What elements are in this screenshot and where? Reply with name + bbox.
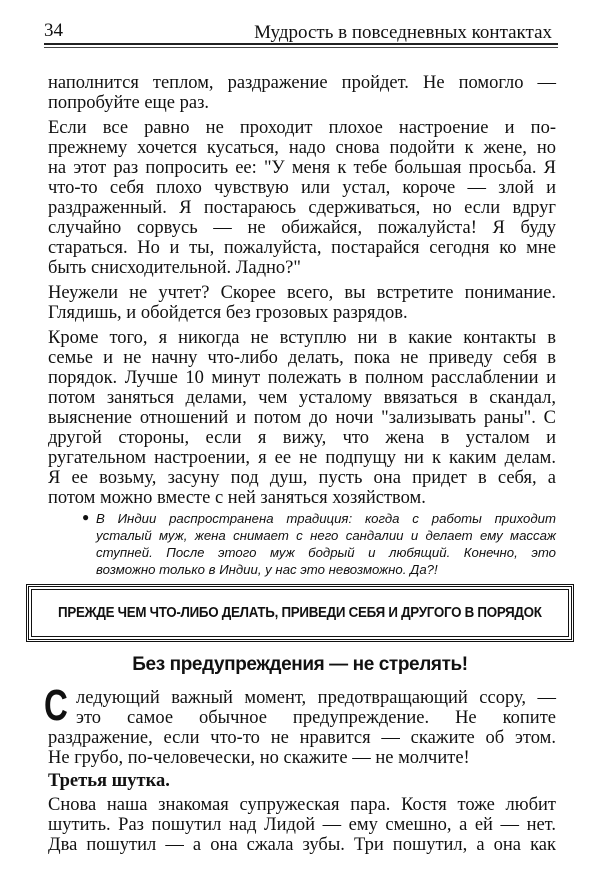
text-line: ругательном настроении, я ее не подпущу ни к каким делам. xyxy=(48,448,556,468)
text-line: порядок. Лучше 10 минут полежать в полном расслаблении и xyxy=(48,368,556,388)
paragraph-2 xyxy=(48,118,556,278)
note-line: возможно только в Индии, у нас это невозможно. Да?! xyxy=(96,562,438,577)
running-header xyxy=(44,20,558,44)
section-title: Без предупреждения — не стрелять! xyxy=(132,654,468,675)
text-line: Не грубо, по-человечески, но скажите — не молчите! xyxy=(48,748,470,768)
paragraph-3 xyxy=(48,283,556,323)
text-line: раздраженный. Я постараюсь сдерживаться, но если вдруг xyxy=(48,198,556,218)
drop-cap: С xyxy=(44,681,68,730)
text-line: Если все равно не проходит плохое настроение и по- xyxy=(48,118,556,138)
text-line: другой стороны, если я вижу, что жена в усталом и xyxy=(48,428,556,448)
text-line: на этот раз попросить ее: "У меня к тебе большая просьба. Я xyxy=(48,158,556,178)
paragraph-4 xyxy=(48,328,556,508)
text-line: семье и не начну что-либо делать, пока не приведу себя в xyxy=(48,348,556,368)
text-line: попробуйте еще раз. xyxy=(48,93,210,113)
last-paragraph xyxy=(48,795,556,855)
text-line: Кроме того, я никогда не вступлю ни в какие контакты в xyxy=(48,328,556,348)
subheading: Третья шутка. xyxy=(48,771,170,791)
callout-box xyxy=(26,584,574,642)
text-line: прежнему хочется кусаться, надо снова подойти к жене, но xyxy=(48,138,556,158)
text-line: Глядишь, и обойдется без грозовых разрядов. xyxy=(48,303,408,323)
text-line: Неужели не учтет? Скорее всего, вы встретите понимание. xyxy=(48,283,556,303)
text-line: раздражение, если что-то не нравится — скажите об этом. xyxy=(48,728,556,748)
text-line: Снова наша знакомая супружеская пара. Костя тоже любит xyxy=(48,795,556,815)
text-line: выяснение отношений и потом до ночи "зализывать раны". С xyxy=(48,408,556,428)
section-paragraph xyxy=(48,728,556,791)
callout-text: ПРЕЖДЕ ЧЕМ ЧТО-ЛИБО ДЕЛАТЬ, ПРИВЕДИ СЕБЯ И ДРУГОГО В ПОРЯДОК xyxy=(58,605,542,621)
note-line: ступней. После этого муж бодрый и любящий. Конечно, это xyxy=(96,545,556,560)
bullet-icon: ● xyxy=(82,510,90,524)
text-line: случайно сорвусь — не обижайся, пожалуйста! Я буду xyxy=(48,218,556,238)
paragraph-1 xyxy=(48,73,556,113)
note-line: усталый муж, жена снимает с него сандалии и делает ему массаж xyxy=(96,528,556,543)
text-line: ледующий важный момент, предотвращающий ссору, — xyxy=(76,688,556,708)
text-line: шутить. Раз пошутил над Лидой — ему смешно, а ей — нет. xyxy=(48,815,556,835)
text-line: потом заняться делами, чем усталому ввязаться в скандал, xyxy=(48,388,556,408)
text-line: Я ее возьму, засуну под душ, пусть она придет в себя, а xyxy=(48,468,556,488)
italic-note xyxy=(96,510,556,578)
text-line: это самое обычное предупреждение. Не копите xyxy=(76,708,556,728)
text-line: потом можно вместе с ней заняться хозяйством. xyxy=(48,488,426,508)
text-line: быть снисходительной. Ладно?" xyxy=(48,258,301,278)
page-number: 34 xyxy=(44,20,63,41)
section-paragraph-first-lines xyxy=(76,688,556,728)
text-line: стараться. Но и ты, пожалуйста, постарайся сегодня ко мне xyxy=(48,238,556,258)
header-rule xyxy=(44,43,558,48)
running-title: Мудрость в повседневных контактах xyxy=(254,22,552,43)
text-line: что-то себя плохо чувствую или устал, короче — злой и xyxy=(48,178,556,198)
text-line: наполнится теплом, раздражение пройдет. Не помогло — xyxy=(48,73,556,93)
note-line: В Индии распространена традиция: когда с работы приходит xyxy=(96,511,556,526)
text-line: Два пошутил — а она сжала зубы. Три пошутил, а она как xyxy=(48,835,556,855)
